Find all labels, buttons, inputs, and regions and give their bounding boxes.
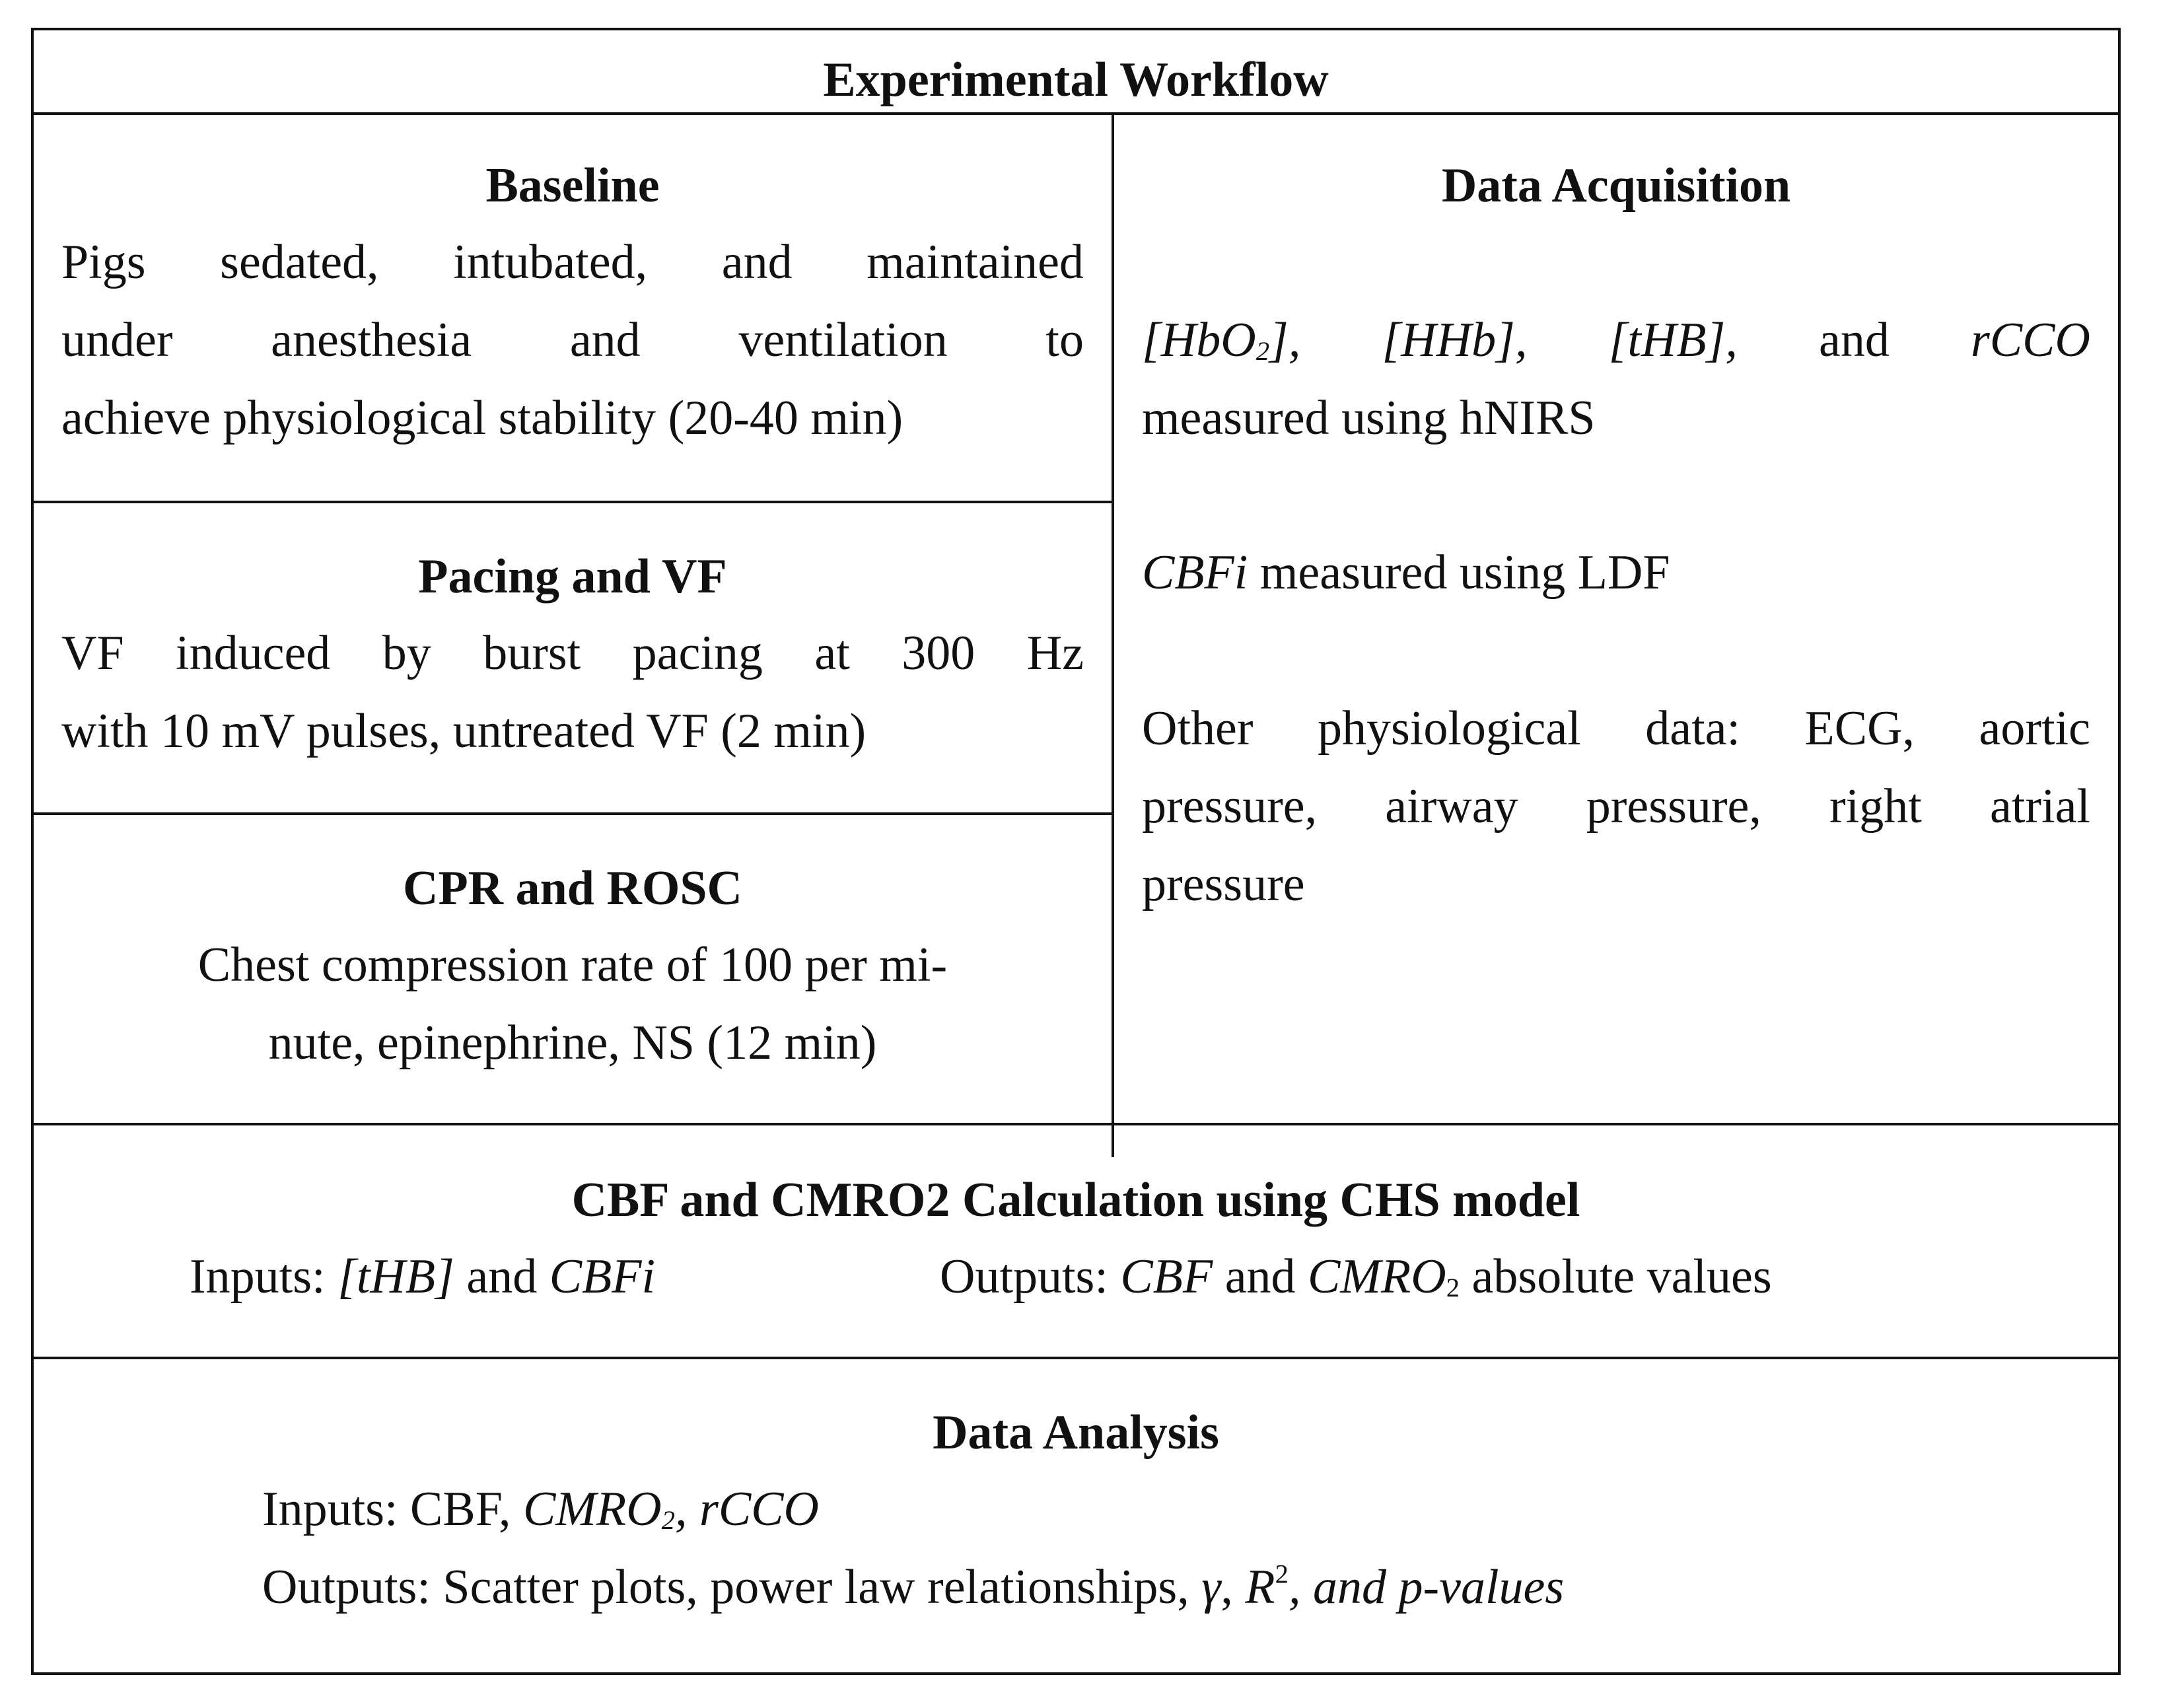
analysis-heading: Data Analysis [933,1406,1219,1460]
workflow-table [31,28,2121,1675]
analysis-inputs: Inputs: CBF, $CMRO_2$, rCCO [262,1482,819,1536]
cpr-cell [34,815,1112,1123]
cpr-heading: CPR and ROSC [403,861,742,915]
other-line-2: pressure, airway pressure, right atrial [1142,779,2090,834]
baseline-line-2: under anesthesia and ventilation to [61,313,1084,367]
baseline-line-1: Pigs sedated, intubated, and maintained [61,235,1084,289]
other-line-3: pressure [1142,857,1305,911]
and-word: and [1819,313,1890,367]
baseline-heading: Baseline [485,159,660,213]
calculation-cell [34,1125,2118,1357]
analysis-outputs: Outputs: Scatter plots, power law relationships, γ, $R^2$, and p-values [262,1559,1565,1614]
cpr-line-1: Chest compression rate of 100 per mi- [197,938,948,992]
hnirs-line-1 [1142,313,2090,367]
pacing-line-1: VF induced by burst pacing at 300 Hz [61,626,1084,680]
baseline-cell [34,115,1112,501]
calculation-outputs: Outputs: CBF and $CMRO_2$ absolute values [940,1250,1772,1304]
thb-variable: [tHB], [1608,313,1738,367]
hnirs-line-2: measured using hNIRS [1142,391,1596,445]
cbfi-variable: CBFi [1142,546,1248,600]
baseline-line-3: achieve physiological stability (20-40 min) [61,391,903,445]
table-title: Experimental Workflow [823,53,1329,107]
analysis-cell [34,1359,2118,1672]
cpr-line-2: nute, epinephrine, NS (12 min) [268,1016,877,1070]
ldf-line: CBFi measured using LDF [1142,546,1670,600]
acquisition-heading: Data Acquisition [1441,159,1791,213]
hhb-variable: [HHb], [1382,313,1528,367]
acquisition-cell [1114,115,2118,1123]
pacing-cell [34,503,1112,812]
calculation-inputs: Inputs: [tHB] and CBFi [190,1250,656,1304]
pacing-heading: Pacing and VF [418,550,727,604]
other-line-1: Other physiological data: ECG, aortic [1142,701,2090,756]
pacing-line-2: with 10 mV pulses, untreated VF (2 min) [61,704,866,758]
hbo2-variable: [HbO$_2$], [1142,313,1301,367]
rcco-variable: rCCO [1971,313,2090,367]
calculation-heading: CBF and CMRO2 Calculation using CHS model [571,1173,1580,1227]
